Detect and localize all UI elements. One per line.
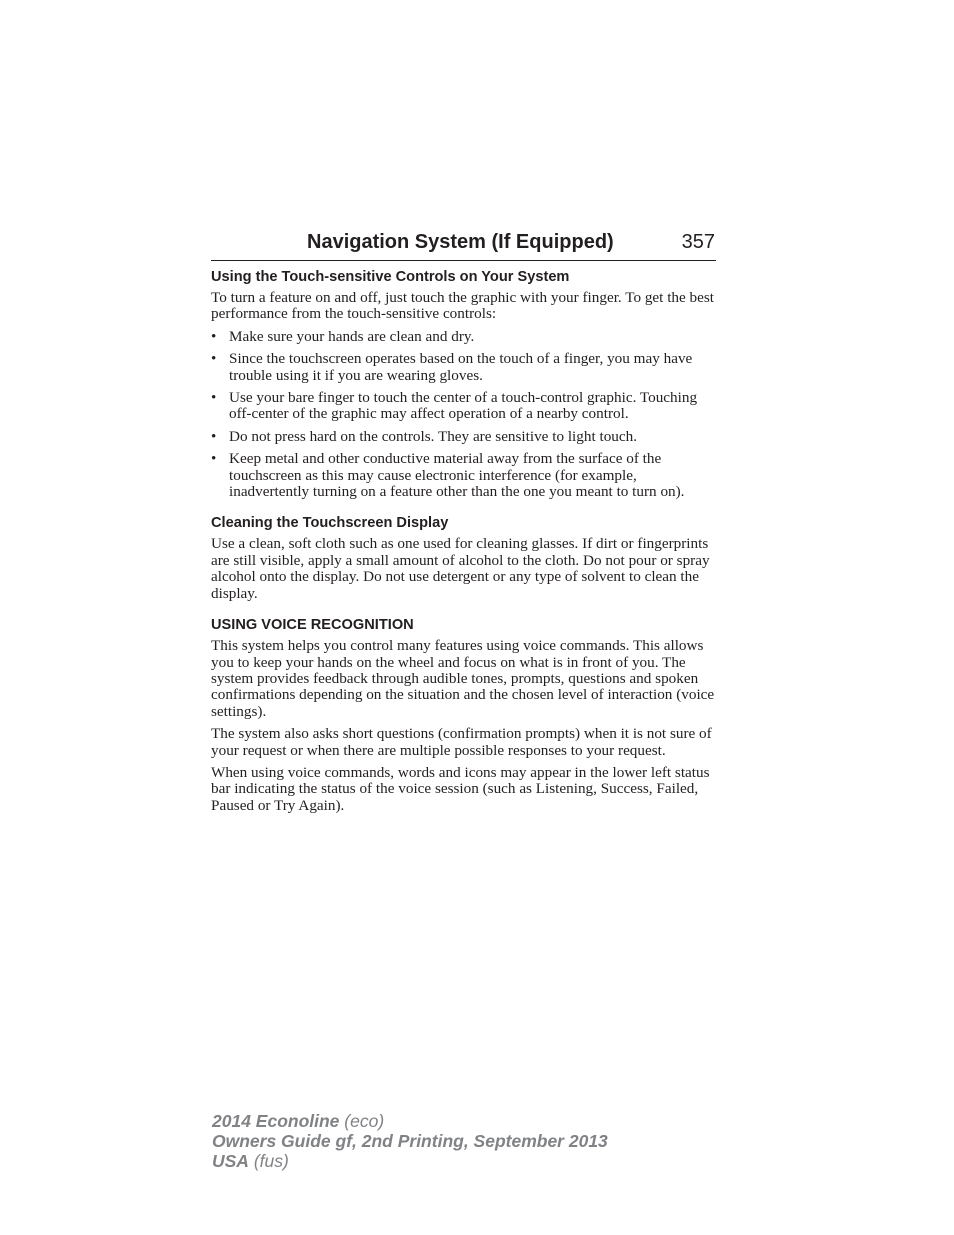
footer-market-code: (fus) bbox=[253, 1151, 289, 1171]
bullet-icon: • bbox=[211, 450, 217, 468]
list-item-text: Since the touchscreen operates based on the touch of a finger, you may have trouble using it if you are wearing gloves. bbox=[229, 350, 693, 384]
bullet-icon: • bbox=[211, 427, 217, 445]
list-item bbox=[211, 329, 717, 345]
touch-controls-list bbox=[211, 329, 717, 501]
voice-paragraph: When using voice commands, words and icons may appear in the lower left status bar indicating the status of the voice session (such as Listening, Success, Failed, Paused or Try Again). bbox=[211, 763, 710, 814]
footer-market-line bbox=[212, 1151, 608, 1171]
touch-controls-heading: Using the Touch-sensitive Controls on Your System bbox=[211, 269, 570, 285]
list-item-text: Make sure your hands are clean and dry. bbox=[229, 327, 475, 345]
page-number: 357 bbox=[681, 231, 715, 253]
chapter-title: Navigation System (If Equipped) bbox=[307, 231, 614, 253]
page-footer bbox=[212, 1111, 608, 1171]
footer-market: USA bbox=[212, 1151, 249, 1171]
bullet-icon: • bbox=[211, 389, 217, 407]
list-item-text: Use your bare finger to touch the center of a touch-control graphic. Touching off-center of the graphic may affect operation of a nearby control. bbox=[229, 389, 698, 423]
list-item bbox=[211, 429, 717, 445]
footer-model-code: (eco) bbox=[344, 1111, 385, 1131]
bullet-icon: • bbox=[211, 327, 217, 345]
touch-controls-intro: To turn a feature on and off, just touch the graphic with your finger. To get the best performance from the touch-sensitive controls: bbox=[211, 289, 715, 323]
footer-guide-line bbox=[212, 1131, 608, 1151]
footer-guide: Owners Guide gf, 2nd Printing, September 2013 bbox=[212, 1131, 608, 1151]
cleaning-body: Use a clean, soft cloth such as one used for cleaning glasses. If dirt or fingerprints are still visible, apply a small amount of alcohol to the cloth. Do not pour or spray alcohol onto the display. Do not use detergent or any type of solvent to clean the display. bbox=[211, 535, 710, 602]
cleaning-heading: Cleaning the Touchscreen Display bbox=[211, 515, 449, 532]
page-header bbox=[211, 229, 716, 261]
list-item-text: Keep metal and other conductive material away from the surface of the touchscreen as this may cause electronic interference (for example, inadvertently turning on a feature other than the one you meant to turn on). bbox=[229, 450, 685, 501]
list-item bbox=[211, 451, 717, 500]
voice-paragraph: This system helps you control many features using voice commands. This allows you to keep your hands on the wheel and focus on what is in front of you. The system provides feedback through audible tones, prompts, questions and spoken confirmations depending on the situation and the chosen level of interaction (voice settings). bbox=[211, 637, 715, 720]
list-item-text: Do not press hard on the controls. They are sensitive to light touch. bbox=[229, 427, 638, 445]
list-item bbox=[211, 351, 717, 384]
bullet-icon: • bbox=[211, 350, 217, 368]
voice-paragraph: The system also asks short questions (confirmation prompts) when it is not sure of your request or when there are multiple possible responses to your request. bbox=[211, 725, 712, 759]
page-content bbox=[211, 268, 717, 820]
footer-model: 2014 Econoline bbox=[212, 1111, 340, 1131]
footer-model-line bbox=[212, 1111, 608, 1131]
voice-recognition-heading: USING VOICE RECOGNITION bbox=[211, 617, 414, 634]
list-item bbox=[211, 390, 717, 423]
